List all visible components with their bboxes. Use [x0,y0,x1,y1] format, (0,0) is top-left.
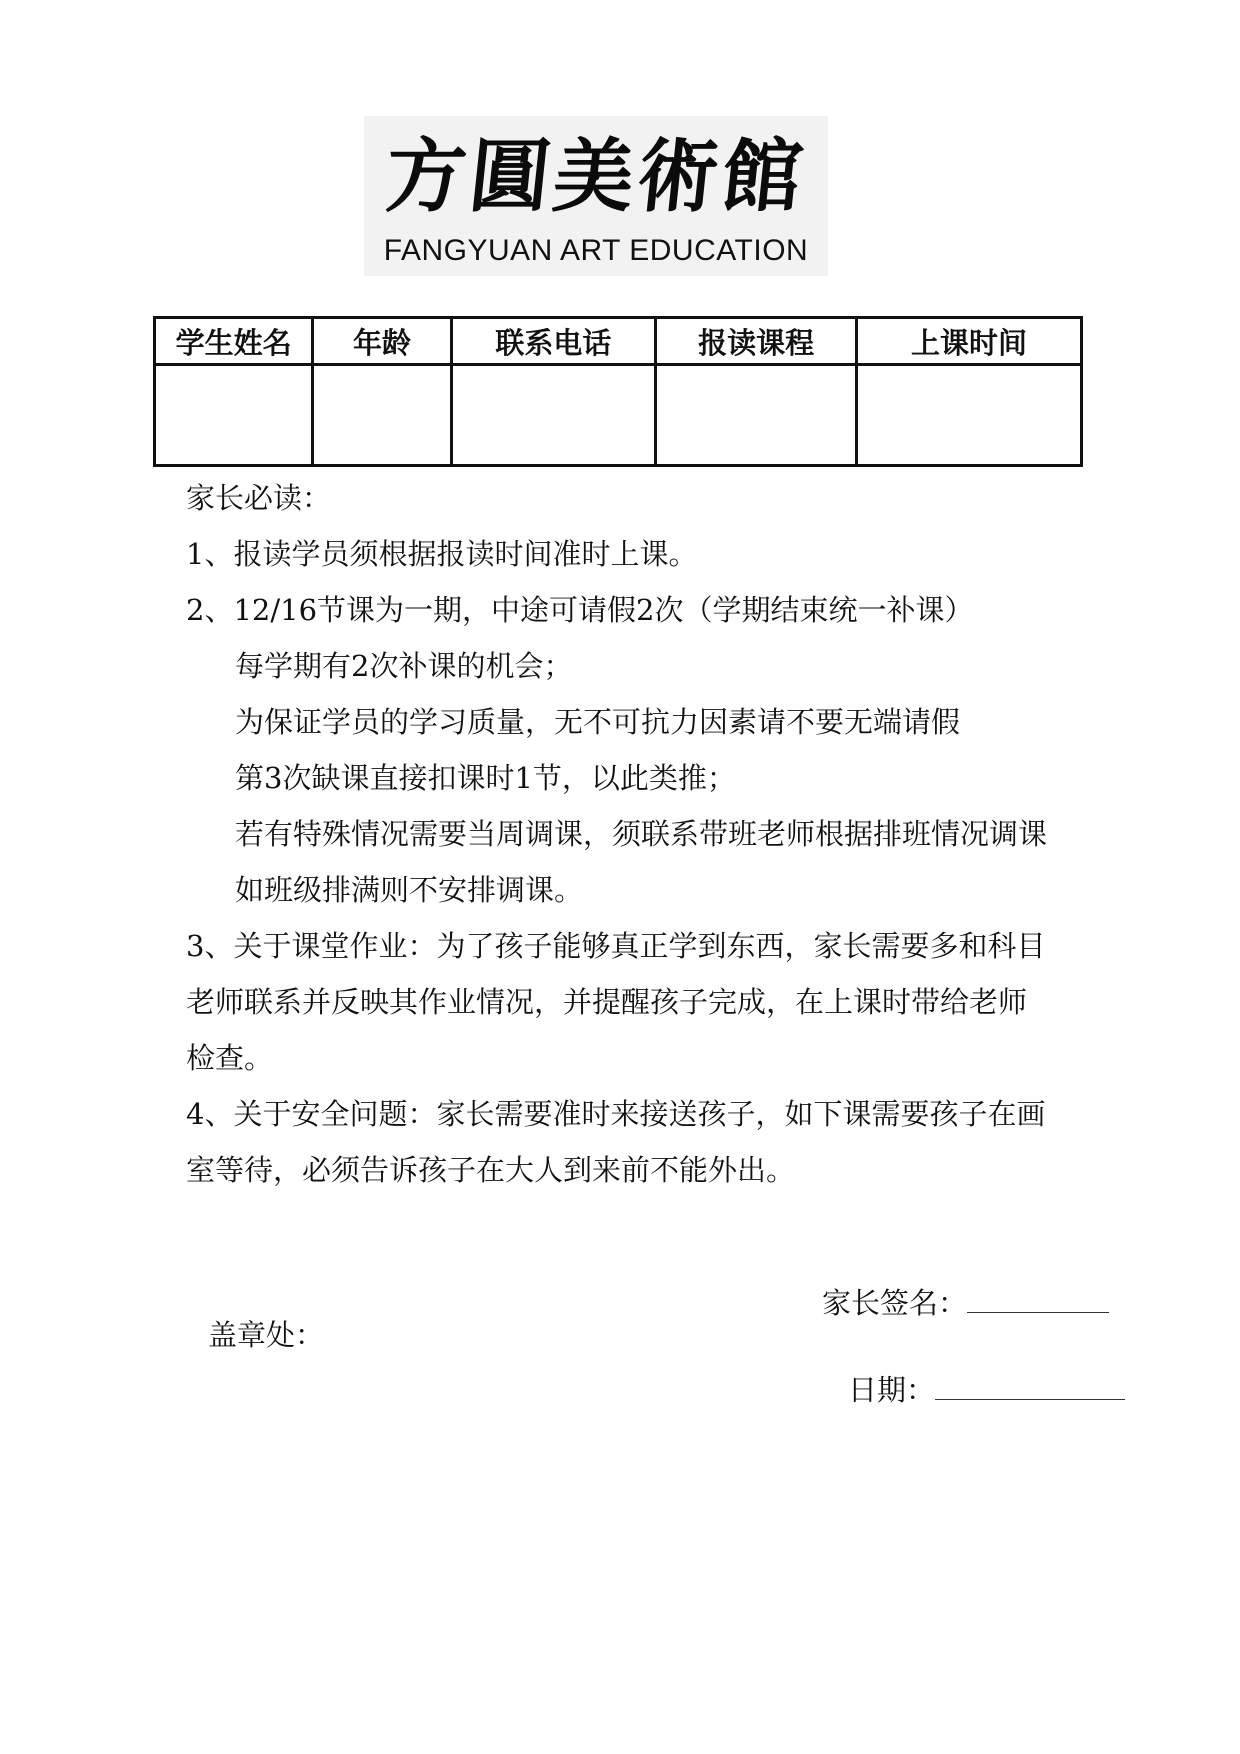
notice-line: 老师联系并反映其作业情况，并提醒孩子完成，在上课时带给老师 [186,985,1028,1019]
parent-notice [186,470,1146,1198]
header-course: 报读课程 [656,318,857,365]
header-phone: 联系电话 [451,318,656,365]
date-label: 日期： [848,1373,936,1407]
notice-line: 每学期有2次补课的机会； [235,649,573,683]
header-age: 年龄 [313,318,451,365]
table-header-row [155,318,1082,365]
cell-age[interactable] [313,365,451,466]
date-field [848,1370,1125,1410]
parent-signature-label: 家长签名： [822,1286,968,1320]
student-info-table [153,316,1083,467]
table-row [155,365,1082,466]
notice-line: 1、报读学员须根据报读时间准时上课。 [186,537,698,571]
notice-line: 室等待，必须告诉孩子在大人到来前不能外出。 [186,1153,796,1187]
header-student-name: 学生姓名 [155,318,313,365]
notice-heading: 家长必读： [186,481,332,515]
notice-line: 为保证学员的学习质量，无不可抗力因素请不要无端请假 [235,705,961,739]
cell-course[interactable] [656,365,857,466]
notice-line: 检查。 [186,1041,274,1075]
parent-signature-line[interactable] [967,1292,1109,1313]
logo-chinese-name: 方圓美術館 [381,129,811,223]
logo [364,116,828,276]
notice-line: 2、12/16节课为一期，中途可请假2次（学期结束统一补课） [186,593,974,627]
cell-student-name[interactable] [155,365,313,466]
header-class-time: 上课时间 [857,318,1082,365]
parent-signature [822,1283,1109,1323]
date-line[interactable] [935,1379,1125,1400]
cell-phone[interactable] [451,365,656,466]
stamp-label: 盖章处： [208,1318,325,1352]
notice-line: 3、关于课堂作业：为了孩子能够真正学到东西，家长需要多和科目 [186,929,1046,963]
notice-line: 如班级排满则不安排调课。 [235,873,584,907]
notice-line: 4、关于安全问题：家长需要准时来接送孩子，如下课需要孩子在画 [186,1097,1046,1131]
stamp-area [208,1315,324,1355]
notice-line: 第3次缺课直接扣课时1节，以此类推； [235,761,736,795]
notice-line: 若有特殊情况需要当周调课，须联系带班老师根据排班情况调课 [235,817,1048,851]
logo-english-name: FANGYUAN ART EDUCATION [383,234,809,267]
cell-class-time[interactable] [857,365,1082,466]
